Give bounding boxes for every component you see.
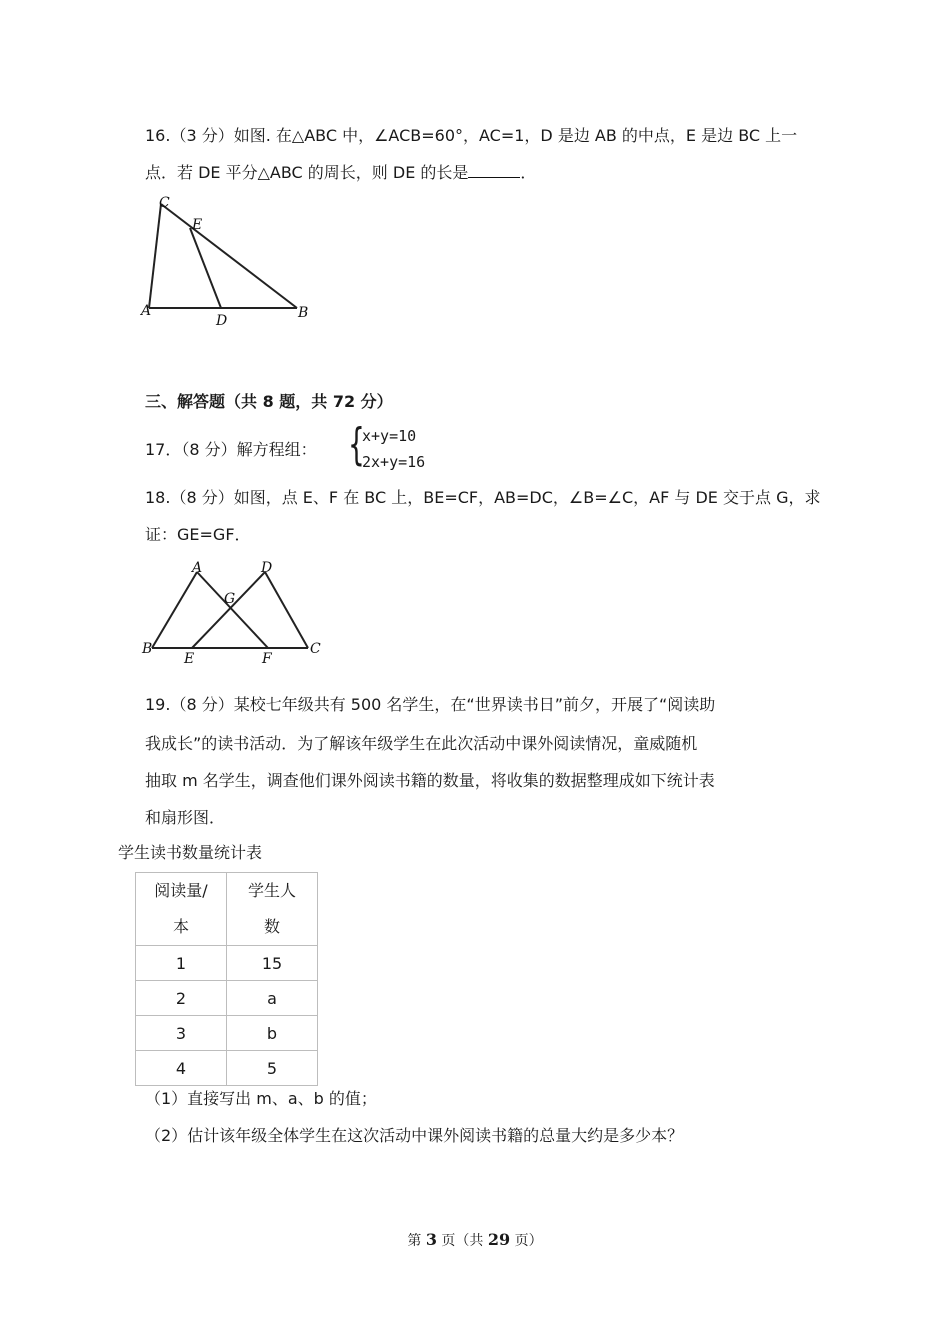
table-cell: 15 [227, 946, 318, 981]
segment-cb [161, 204, 297, 308]
table-cell: b [227, 1016, 318, 1051]
page-total: 29 [487, 1230, 511, 1249]
segment-de [192, 572, 265, 648]
q16-line2-text: 点．若 DE 平分△ABC 的周长，则 DE 的长是 [145, 163, 469, 182]
reading-stats-table [135, 872, 318, 1086]
footer-post: 页） [510, 1233, 543, 1249]
q16-line2-end: ． [520, 163, 537, 182]
label-b: B [298, 305, 309, 321]
equation-system [348, 419, 458, 473]
table-header-row [136, 873, 318, 946]
header-students-line2: 数 [263, 917, 280, 936]
q19-line2: 我成长”的读书活动．为了解该年级学生在此次活动中课外阅读情况，童威随机 [145, 734, 698, 753]
q16-line2 [145, 163, 536, 183]
label-e: E [192, 217, 203, 233]
table-cell: a [227, 981, 318, 1016]
q18-line1: 18.（8 分）如图，点 E、F 在 BC 上，BE=CF，AB=DC，∠B=∠C，AF 与 DE 交于点 G，求 [145, 488, 821, 507]
segment-ab [152, 572, 197, 648]
q18-figure [135, 555, 335, 667]
equation-1: x+y=10 [362, 427, 417, 445]
header-amount-line1: 阅读量/ [154, 881, 208, 900]
answer-blank [468, 163, 520, 178]
label-e: E [184, 651, 195, 667]
header-cell-amount [136, 873, 227, 946]
table-row [136, 946, 318, 981]
page-footer [0, 1230, 950, 1250]
table-row [136, 1016, 318, 1051]
label-g: G [224, 591, 236, 607]
q19-line3: 抽取 m 名学生，调查他们课外阅读书籍的数量，将收集的数据整理成如下统计表 [145, 771, 715, 790]
footer-mid: 页（共 [436, 1233, 488, 1249]
footer-pre: 第 [407, 1233, 426, 1249]
q16-triangle-figure [135, 190, 335, 330]
q17-prompt: 17．（8 分）解方程组： [145, 440, 317, 459]
table-row [136, 981, 318, 1016]
page-number: 3 [425, 1230, 437, 1249]
segment-dc [265, 572, 308, 648]
label-c: C [310, 641, 321, 657]
label-d: D [216, 313, 228, 329]
label-f: F [262, 651, 272, 667]
segment-af [197, 572, 268, 648]
table-cell: 5 [227, 1051, 318, 1086]
table-title: 学生读书数量统计表 [118, 843, 263, 862]
section-heading: 三、解答题（共 8 题，共 72 分） [145, 392, 393, 411]
header-cell-students [227, 873, 318, 946]
header-students-line1: 学生人 [247, 881, 296, 900]
label-d: D [261, 560, 273, 576]
q19-line1: 19.（8 分）某校七年级共有 500 名学生，在“世界读书日”前夕，开展了“阅读助 [145, 695, 716, 714]
table-cell: 3 [136, 1016, 227, 1051]
q18-line2: 证：GE=GF． [145, 525, 251, 544]
table-cell: 1 [136, 946, 227, 981]
label-c: C [159, 195, 170, 211]
label-a: A [141, 303, 152, 319]
table-cell: 4 [136, 1051, 227, 1086]
equation-2: 2x+y=16 [362, 453, 426, 471]
brace-symbol: { [348, 419, 365, 470]
table-cell: 2 [136, 981, 227, 1016]
label-a: A [192, 560, 203, 576]
segment-de [190, 228, 221, 308]
label-b: B [142, 641, 153, 657]
header-amount-line2: 本 [172, 917, 189, 936]
segment-ca [149, 204, 161, 308]
q19-sub1: （1）直接写出 m、a、b 的值； [145, 1089, 377, 1108]
table-row [136, 1051, 318, 1086]
q19-sub2: （2）估计该年级全体学生在这次活动中课外阅读书籍的总量大约是多少本？ [145, 1126, 684, 1145]
q16-line1: 16.（3 分）如图. 在△ABC 中，∠ACB=60°，AC=1，D 是边 AB 的中点，E 是边 BC 上一 [145, 126, 798, 145]
q19-line4: 和扇形图． [145, 808, 226, 827]
